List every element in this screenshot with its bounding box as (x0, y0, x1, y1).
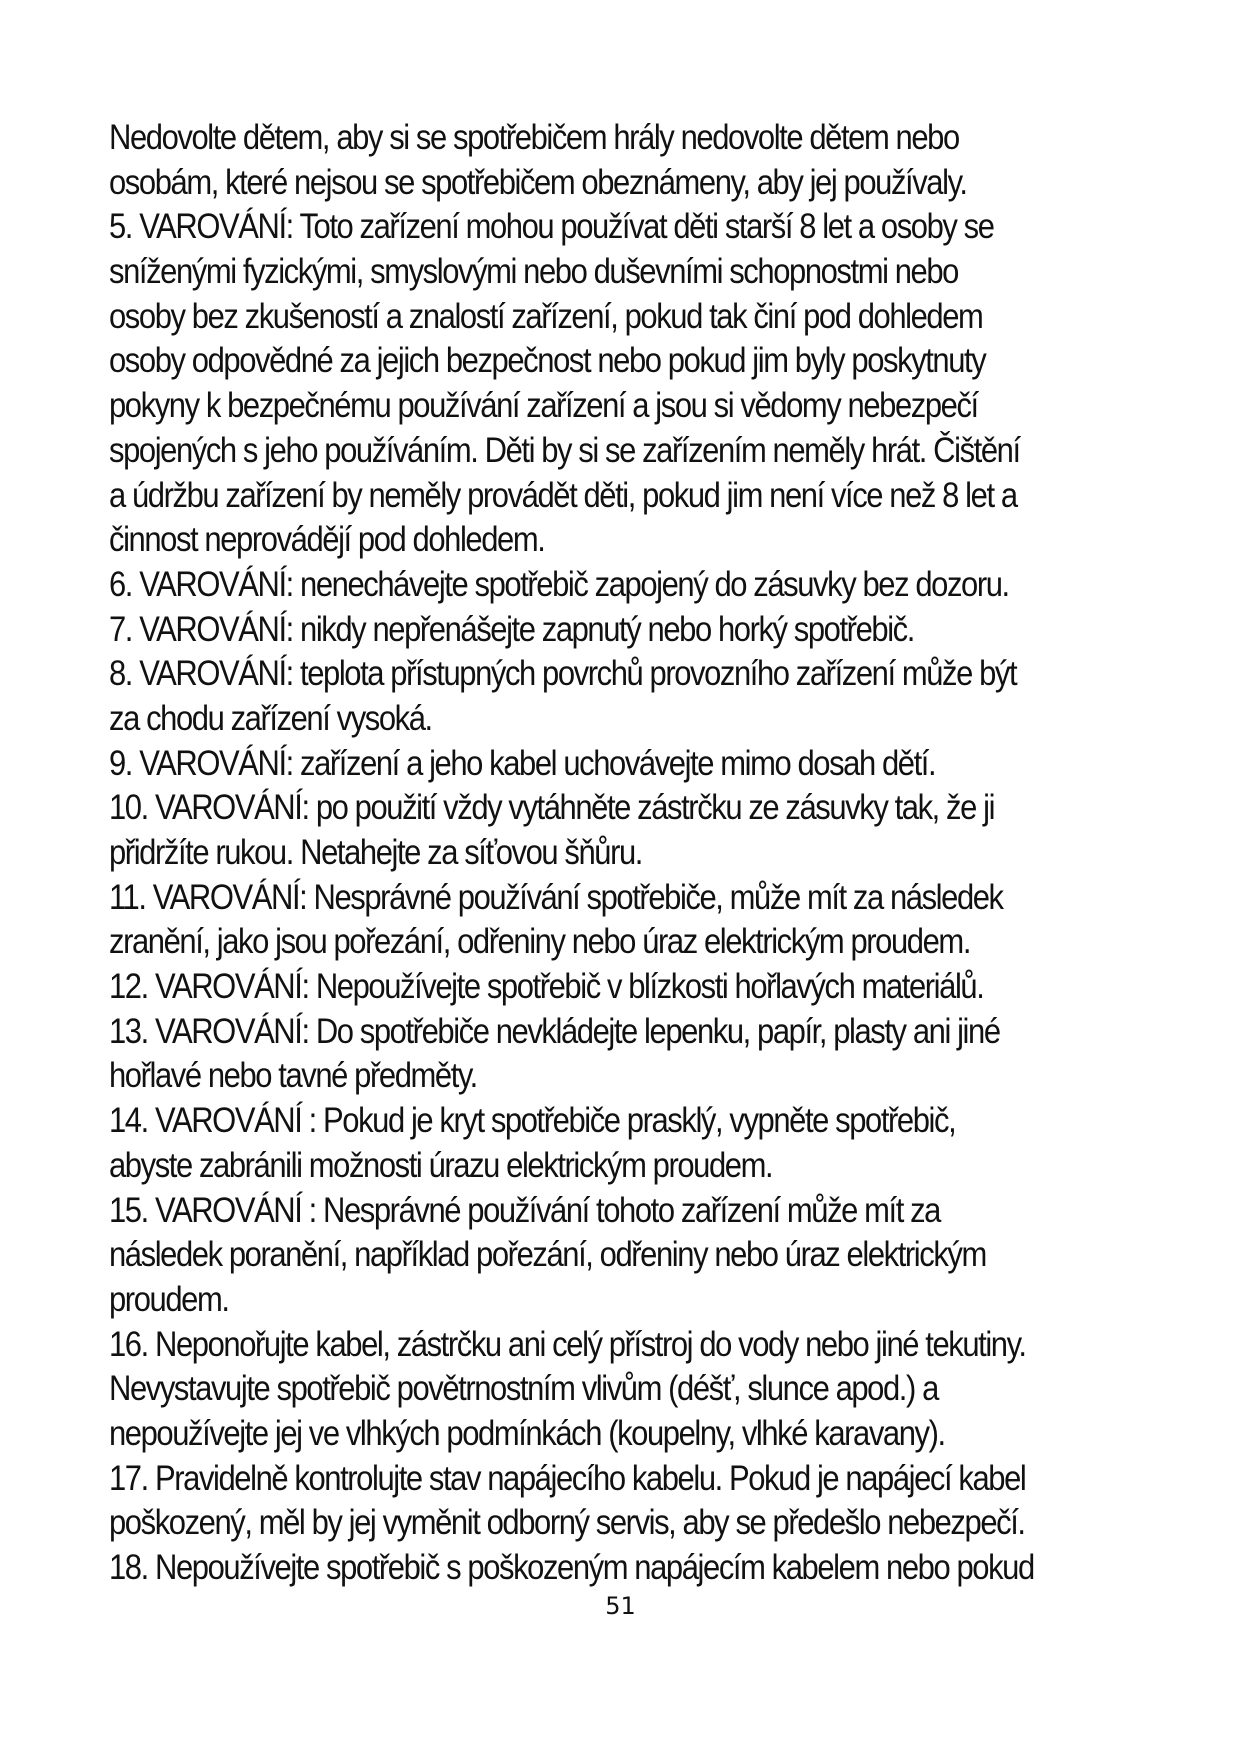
text-line: osobám, které nejsou se spotřebičem obeznámeny, aby jej používaly. (109, 162, 967, 202)
text-line: 9. VAROVÁNÍ: zařízení a jeho kabel uchovávejte mimo dosah dětí. (109, 743, 936, 783)
text-line: 17. Pravidelně kontrolujte stav napájecího kabelu. Pokud je napájecí kabel (109, 1458, 1026, 1498)
text-line: poškozený, měl by jej vyměnit odborný servis, aby se předešlo nebezpečí. (109, 1503, 1025, 1543)
text-line: činnost neprovádějí pod dohledem. (109, 520, 545, 560)
text-line: 6. VAROVÁNÍ: nenechávejte spotřebič zapojený do zásuvky bez dozoru. (109, 564, 1009, 604)
text-line: Nevystavujte spotřebič povětrnostním vlivům (déšť, slunce apod.) a (109, 1369, 938, 1409)
body-text (109, 116, 1189, 1591)
page-number: 51 (605, 1592, 636, 1620)
text-line: 12. VAROVÁNÍ: Nepoužívejte spotřebič v blízkosti hořlavých materiálů. (109, 967, 984, 1007)
text-line: abyste zabránili možnosti úrazu elektrickým proudem. (109, 1145, 773, 1185)
text-line: proudem. (109, 1279, 229, 1319)
text-line: 14. VAROVÁNÍ : Pokud je kryt spotřebiče prasklý, vypněte spotřebič, (109, 1101, 956, 1141)
text-line: 16. Neponořujte kabel, zástrčku ani celý přístroj do vody nebo jiné tekutiny. (109, 1324, 1026, 1364)
text-line: osoby odpovědné za jejich bezpečnost nebo pokud jim byly poskytnuty (109, 341, 986, 381)
text-line: 7. VAROVÁNÍ: nikdy nepřenášejte zapnutý nebo horký spotřebič. (109, 609, 914, 649)
text-line: 15. VAROVÁNÍ : Nesprávné používání tohoto zařízení může mít za (109, 1190, 941, 1230)
text-line: Nedovolte dětem, aby si se spotřebičem hrály nedovolte dětem nebo (109, 118, 959, 157)
text-line: nepoužívejte jej ve vlhkých podmínkách (koupelny, vlhké karavany). (109, 1413, 945, 1453)
text-line: spojených s jeho používáním. Děti by si se zařízením neměly hrát. Čištění (109, 430, 1020, 470)
text-line: pokyny k bezpečnému používání zařízení a jsou si vědomy nebezpečí (109, 386, 978, 426)
text-line: následek poranění, například pořezání, odřeniny nebo úraz elektrickým (109, 1235, 986, 1275)
text-line: sníženými fyzickými, smyslovými nebo duševními schopnostmi nebo (109, 252, 958, 292)
text-line: osoby bez zkušeností a znalostí zařízení, pokud tak činí pod dohledem (109, 296, 983, 336)
text-line: zranění, jako jsou pořezání, odřeniny nebo úraz elektrickým proudem. (109, 922, 971, 962)
text-line: hořlavé nebo tavné předměty. (109, 1056, 477, 1096)
text-line: 11. VAROVÁNÍ: Nesprávné používání spotřebiče, může mít za následek (109, 877, 1003, 917)
text-line: 5. VAROVÁNÍ: Toto zařízení mohou používat děti starší 8 let a osoby se (109, 207, 994, 247)
text-line: za chodu zařízení vysoká. (109, 698, 432, 738)
text-line: 10. VAROVÁNÍ: po použití vždy vytáhněte zástrčku ze zásuvky tak, že ji (109, 788, 995, 828)
text-line: 18. Nepoužívejte spotřebič s poškozeným napájecím kabelem nebo pokud (109, 1548, 1034, 1587)
text-line: a údržbu zařízení by neměly provádět děti, pokud jim není více než 8 let a (109, 475, 1017, 515)
text-line: přidržíte rukou. Netahejte za síťovou šňůru. (109, 833, 642, 872)
text-line: 13. VAROVÁNÍ: Do spotřebiče nevkládejte lepenku, papír, plasty ani jiné (109, 1011, 1000, 1051)
text-line: 8. VAROVÁNÍ: teplota přístupných povrchů provozního zařízení může být (109, 654, 1017, 694)
